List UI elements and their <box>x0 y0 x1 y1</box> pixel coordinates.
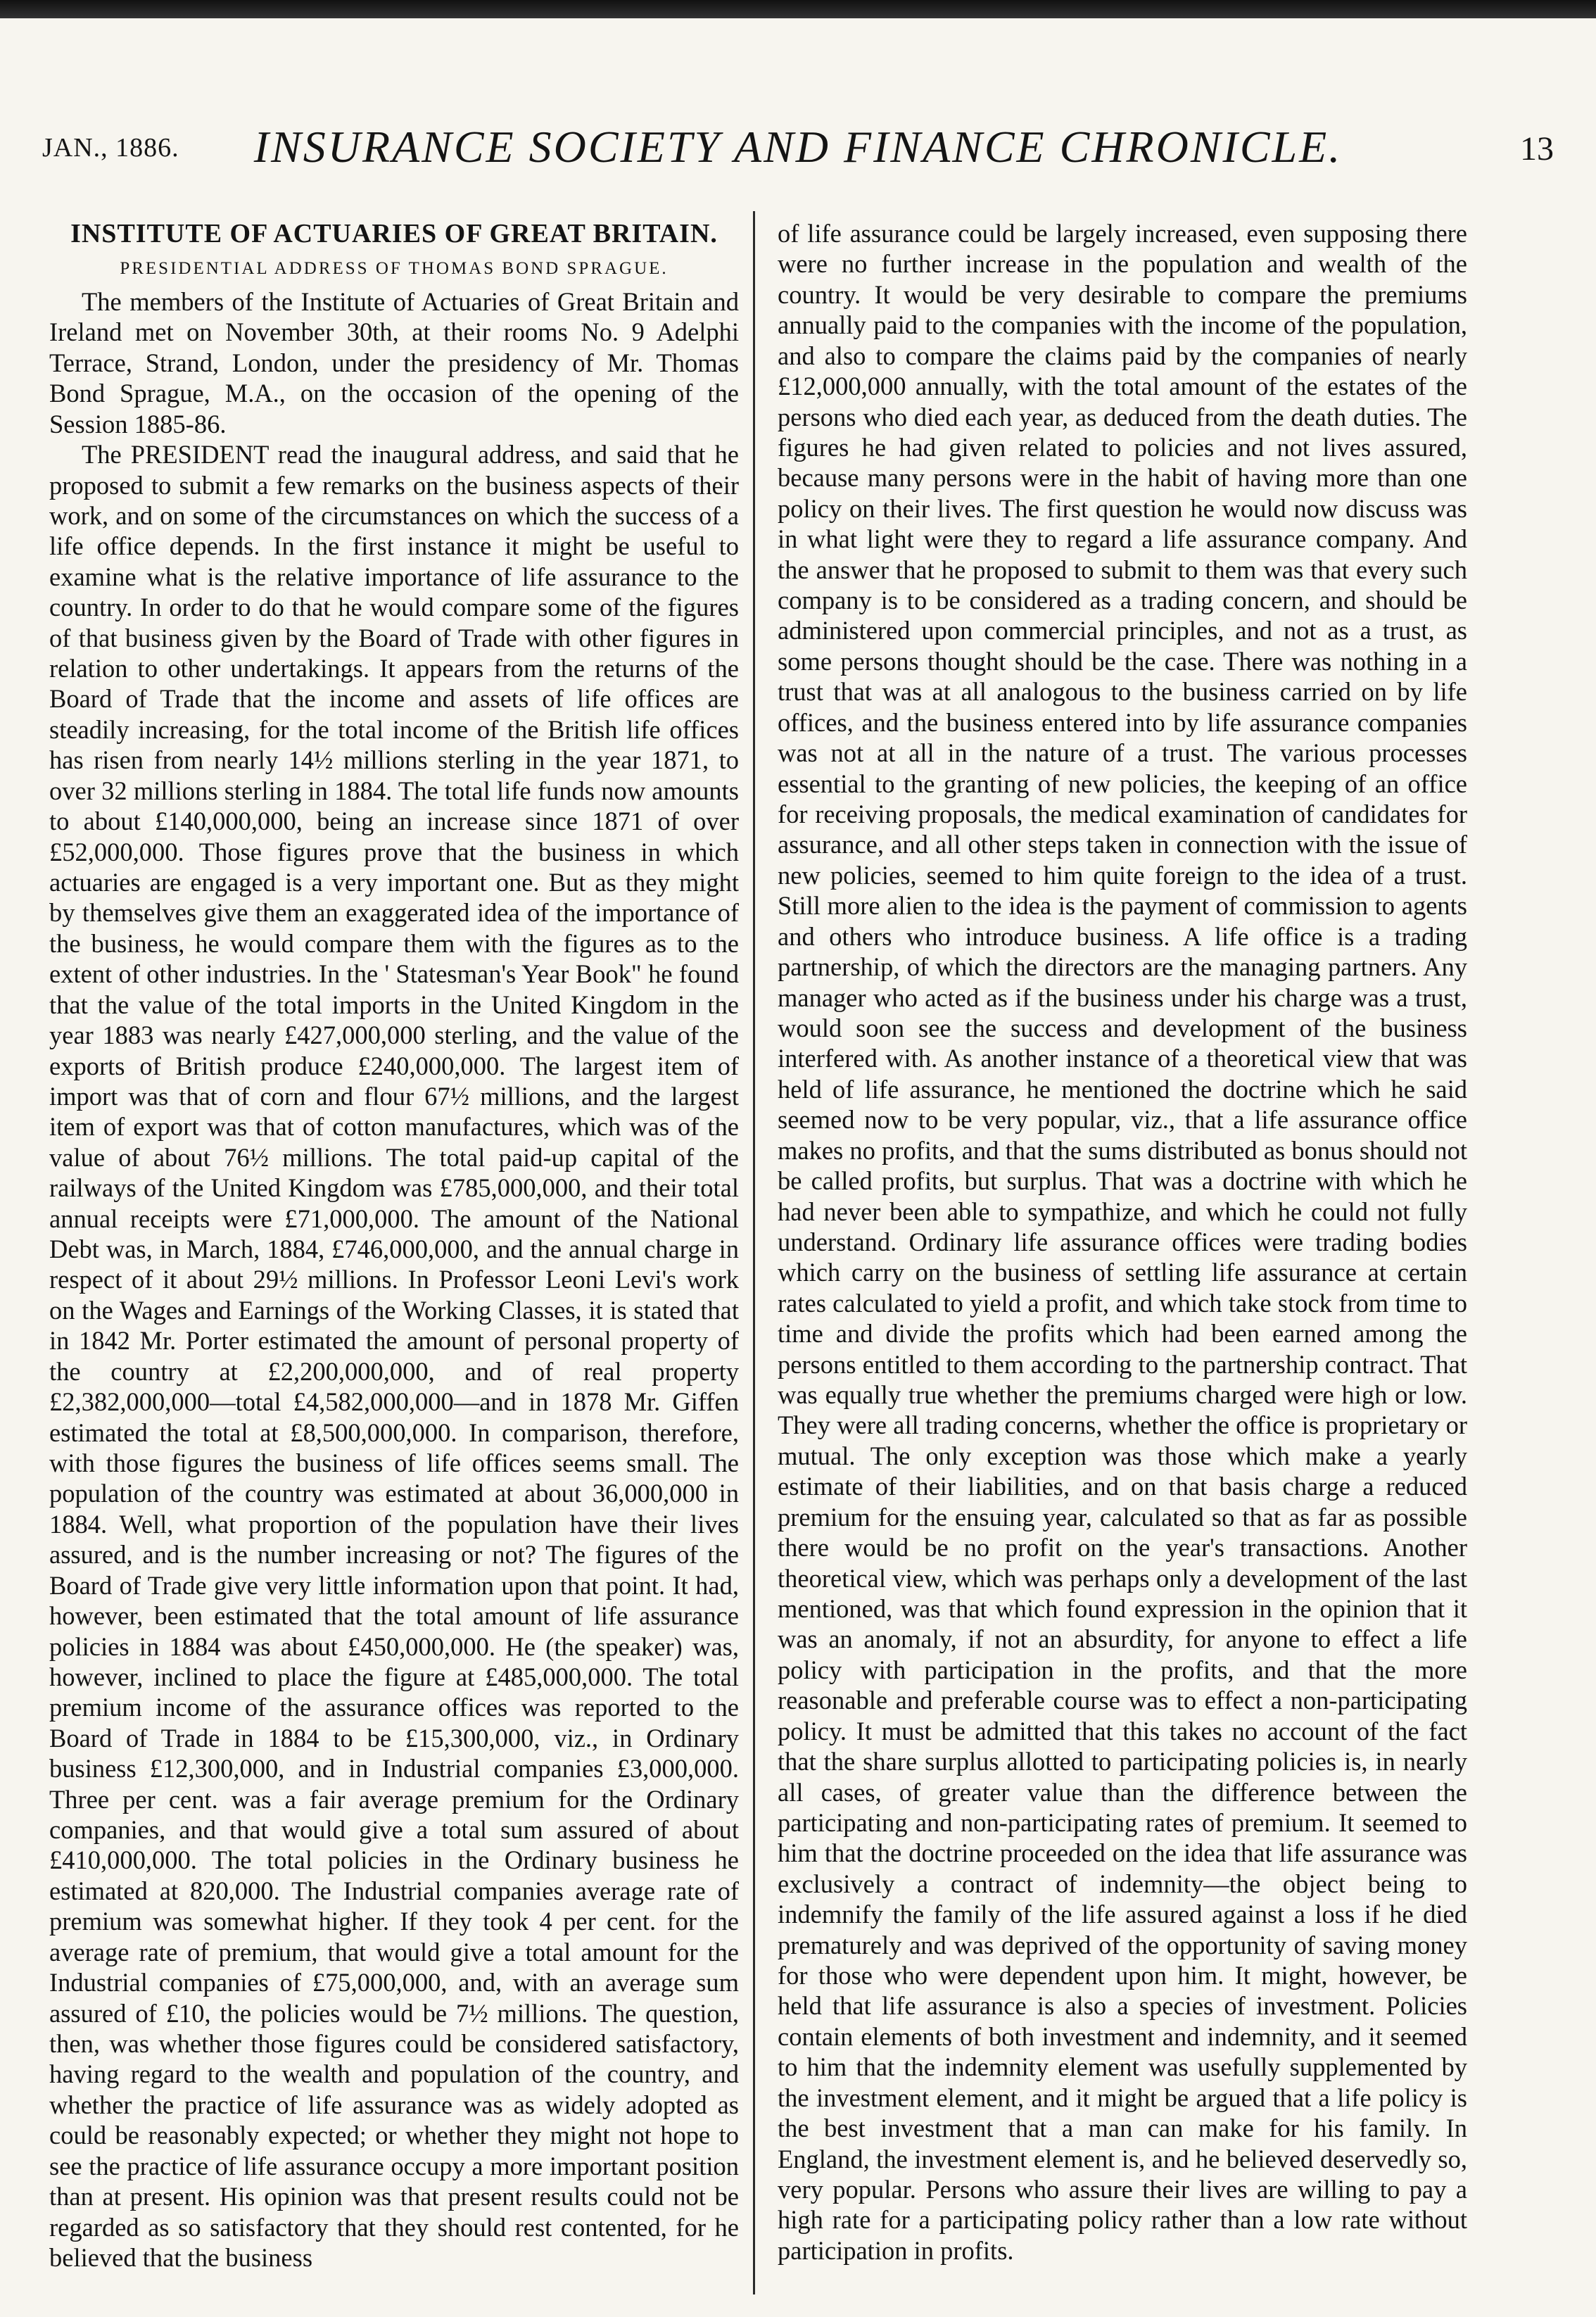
article-title: INSTITUTE OF ACTUARIES OF GREAT BRITAIN. <box>70 219 718 248</box>
running-head <box>42 106 1554 172</box>
page-number: 13 <box>1520 130 1554 168</box>
left-column <box>49 218 739 2302</box>
paragraph: The members of the Institute of Actuaries of Great Britain and Ireland met on November 30th, at their rooms No. 9 Adelphi Terrace, Strand, London, under the presidency of Mr. Thomas Bond Sprague, M.A., on the occasion of the opening of the Session 1885-86. <box>49 286 739 438</box>
paragraph: The PRESIDENT read the inaugural address, and said that he proposed to submit a few remarks on the business aspects of their work, and on some of the circumstances on which the success of a life office depends. In the first instance it might be useful to examine what is the relative importance of life assurance to the country. In order to do that he would compare some of the figures of that business given by the Board of Trade with other figures in relation to other undertakings. It appears from the returns of the Board of Trade that the income and assets of life offices are steadily increasing, for the total income of the British life offices has risen from nearly 14½ millions sterling in the year 1871, to over 32 millions sterling in 1884. The total life funds now amounts to about £140,000,000, being an increase since 1871 of over £52,000,000. Those figures prove that the business in which actuaries are engaged is a very important one. But as they might by themselves give them an exaggerated idea of the importance of the business, he would compare them with the figures as to the extent of other industries. In the ' Statesman's Year Book" he found that the value of the total imports in the United Kingdom in the year 1883 was nearly £427,000,000 sterling, and the value of the exports of British produce £240,000,000. The largest item of import was that of corn and flour 67½ millions, and the largest item of export was that of cotton manufactures, which was of the value of about 76½ millions. The total paid-up capital of the railways of the United Kingdom was £785,000,000, and their total annual receipts were £71,000,000. The amount of the National Debt was, in March, 1884, £746,000,000, and the annual charge in respect of it about 29½ millions. In Professor Leoni Levi's work on the Wages and Earnings of the Working Classes, it is stated that in 1842 Mr. Porter estimated the amount of personal property of the country at £2,200,000,000, and of real property £2,382,000,000—total £4,582,000,000—and in 1878 Mr. Giffen estimated the total at £8,500,000,000. In comparison, therefore, with those figures the business of life offices seems small. The population of the country was estimated at about 36,000,000 in 1884. Well, what proportion of the population have their lives assured, and is the number increasing or not? The figures of the Board of Trade give very little information upon that point. It had, however, been estimated that the total amount of life assurance policies in 1884 was about £450,000,000. He (the speaker) was, however, inclined to place the figure at £485,000,000. The total premium income of the assurance offices was reported to the Board of Trade in 1884 to be £15,300,000, viz., in Ordinary business £12,300,000, and in Industrial companies £3,000,000. Three per cent. was a fair average premium for the Ordinary companies, and that would give a total sum assured of about £410,000,000. The total policies in the Ordinary business he estimated at 820,000. The Industrial companies average rate of premium was somewhat higher. If they took 4 per cent. for the average rate of premium, that would give a total amount for the Industrial companies of £75,000,000, and, with an average sum assured of £10, the policies would be 7½ millions. The question, then, was whether those figures could be considered satisfactory, having regard to the wealth and population of the country, and whether the practice of life assurance was as widely adopted as could be reasonably expected; or whether they might not hope to see the practice of life assurance occupy a more important position than at present. His opinion was that present results could not be regarded as so satisfactory that they should rest contented, for he believed that the business <box>49 440 739 2272</box>
scan-top-edge <box>0 0 1596 18</box>
issue-date: JAN., 1886. <box>42 133 179 163</box>
journal-title: INSURANCE SOCIETY AND FINANCE CHRONICLE. <box>253 122 1343 172</box>
column-divider <box>753 211 755 2294</box>
article-subtitle: PRESIDENTIAL ADDRESS OF THOMAS BOND SPRAGUE. <box>120 259 669 279</box>
right-column <box>778 218 1467 2302</box>
paragraph: of life assurance could be largely increased, even supposing there were no further increase in the population and wealth of the country. It would be very desirable to compare the premiums annually paid to the companies with the income of the population, and also to compare the claims paid by the companies of nearly £12,000,000 annually, with the total amount of the estates of the persons who died each year, as deduced from the death duties. The figures he had given related to policies and not lives assured, because many persons were in the habit of having more than one policy on their lives. The first question he would now discuss was in what light were they to regard a life assurance company. And the answer that he proposed to submit to them was that every such company is to be considered as a trading concern, and should be administered upon commercial principles, and not as a trust, as some persons thought should be the case. There was nothing in a trust that was at all analogous to the business carried on by life offices, and the business entered into by life assurance companies was not at all in the nature of a trust. The various processes essential to the granting of new policies, the keeping of an office for receiving proposals, the medical examination of candidates for assurance, and all other steps taken in connection with the issue of new policies, seemed to him quite foreign to the idea of a trust. Still more alien to the idea is the payment of commission to agents and others who introduce business. A life office is a trading partnership, of which the directors are the managing partners. Any manager who acted as if the business under his charge was a trust, would soon see the success and development of the business interfered with. As another instance of a theoretical view that was held of life assurance, he mentioned the doctrine which he said seemed now to be very popular, viz., that a life assurance office makes no profits, and that the sums distributed as bonus should not be called profits, but surplus. That was a doctrine with which he had never been able to sympathize, and which he could not fully understand. Ordinary life assurance offices were trading bodies which carry on the business of settling life assurance at certain rates calculated to yield a profit, and which take stock from time to time and divide the profits which had been earned among the persons entitled to them according to the partnership contract. That was equally true whether the premiums charged were high or low. They were all trading concerns, whether the office is proprietary or mutual. The only exception was those which make a yearly estimate of their liabilities, and on that basis charge a reduced premium for the ensuing year, calculated so that as far as possible there would be no profit on the year's transactions. Another theoretical view, which was perhaps only a development of the last mentioned, was that which found expression in the opinion that it was an anomaly, if not an absurdity, for anyone to effect a life policy with participation in the profits, and that the more reasonable and preferable course was to effect a non-participating policy. It must be admitted that this takes no account of the fact that the share surplus allotted to participating policies is, in nearly all cases, of greater value than the difference between the participating and non-participating rates of premium. It seemed to him that the doctrine proceeded on the idea that life assurance was exclusively a contract of indemnity—the object being to indemnify the family of the life assured against a loss if he died prematurely and was deprived of the opportunity of saving money for those who were dependent upon him. It might, however, be held that life assurance is also a species of investment. Policies contain elements of both investment and indemnity, and it seemed to him that the indemnity element was usefully supplemented by the investment element, and it might be argued that a life policy is the best investment that a man can make for his family. In England, the investment element is, and he believed deservedly so, very popular. Persons who assure their lives are willing to pay a high rate for a participating policy rather than a low rate without participation in profits. <box>778 219 1467 2265</box>
